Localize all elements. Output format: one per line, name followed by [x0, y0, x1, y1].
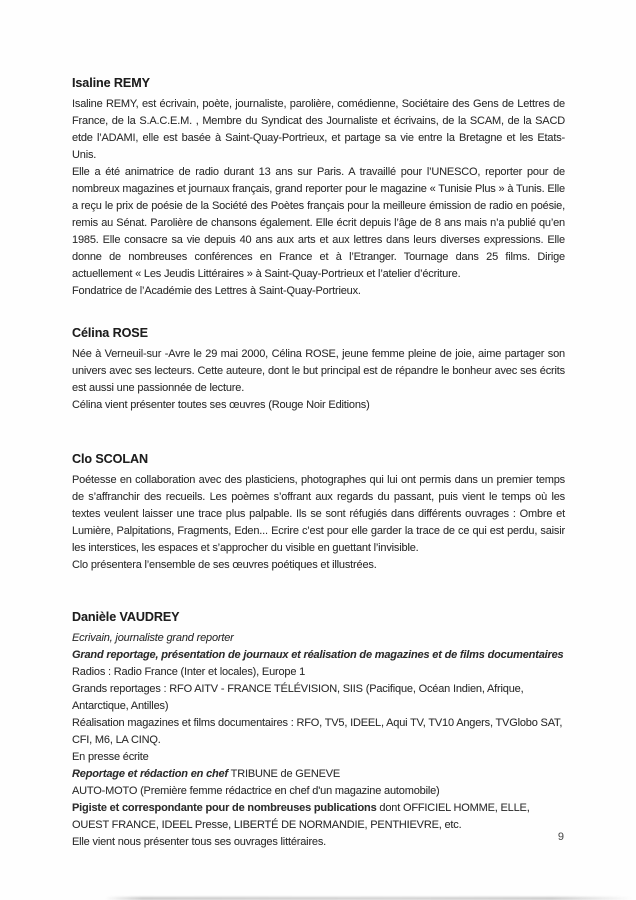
section-heading-celina-rose: Célina ROSE [72, 326, 148, 340]
paragraph [72, 715, 565, 749]
text-run: Clo présentera l’ensemble de ses œuvres poétiques et illustrées. [72, 559, 377, 571]
paragraph [72, 783, 565, 800]
text-run: Fondatrice de l’Académie des Lettres à Saint-Quay-Portrieux. [72, 285, 361, 297]
paragraph [72, 766, 565, 783]
paragraph [72, 283, 565, 300]
text-run: Radios : Radio France (Inter et locales), Europe 1 [72, 666, 306, 678]
paragraph [72, 164, 565, 283]
section-heading-daniele-vaudrey: Danièle VAUDREY [72, 610, 180, 624]
text-run: Grand reportage, présentation de journaux et réalisation de magazines et de films documentaires [72, 649, 564, 661]
text-run: Isaline REMY, est écrivain, poète, journaliste, parolière, comédienne, Sociétaire des Gens de Lettres de France, de la S.A.C.E.M. , Membre du Syndicat des Journaliste et écrivains, de la SCAM, de la SACD etde l’ADAMI, elle est basée à Saint-Quay-Portrieux, et partage sa vie entre la Bretagne et les Etats-Unis. [72, 98, 565, 161]
text-run: AUTO-MOTO (Première femme rédactrice en chef d'un magazine automobile) [72, 785, 440, 797]
paragraph [72, 749, 565, 766]
paragraph [72, 800, 565, 834]
text-run: Grands reportages : RFO AITV - FRANCE TÉLÉVISION, SIIS (Pacifique, Océan Indien, Afrique, Antarctique, Antilles) [72, 683, 524, 712]
paragraph [72, 630, 565, 647]
text-run: En presse écrite [72, 751, 149, 763]
text-run: Reportage et rédaction en chef [72, 768, 228, 780]
text-run: Elle vient nous présenter tous ses ouvrages littéraires. [72, 836, 327, 848]
section-heading-clo-scolan: Clo SCOLAN [72, 452, 148, 466]
text-run: Pigiste et correspondante pour de nombreuses publications [72, 802, 377, 814]
paragraph [72, 647, 565, 664]
text-run: TRIBUNE de GENEVE [227, 768, 341, 780]
paragraph [72, 472, 565, 557]
bio-sections [72, 76, 565, 851]
section-isaline-remy [72, 76, 565, 300]
paragraph [72, 346, 565, 397]
text-run: Célina vient présenter toutes ses œuvres (Rouge Noir Editions) [72, 399, 370, 411]
paragraph [72, 557, 565, 574]
text-run: Réalisation magazines et films documentaires : RFO, TV5, IDEEL, Aqui TV, TV10 Angers, TVGlobo SAT, CFI, M6, LA CINQ. [72, 717, 563, 746]
section-heading-isaline-remy: Isaline REMY [72, 76, 150, 90]
section-celina-rose [72, 326, 565, 414]
paragraph [72, 834, 565, 851]
paragraph [72, 681, 565, 715]
paragraph [72, 96, 565, 164]
text-run: Ecrivain, journaliste grand reporter [72, 632, 234, 644]
section-clo-scolan [72, 452, 565, 574]
page-number: 9 [557, 831, 564, 843]
text-run: dont OFFICIEL HOMME, ELLE, OUEST FRANCE, IDEEL Presse, LIBERTÉ DE NORMANDIE, PENTHIEVRE, etc. [72, 802, 530, 831]
paragraph [72, 664, 565, 681]
text-run: Poétesse en collaboration avec des plasticiens, photographes qui lui ont permis dans un premier temps de s’affranchir des recueils. Les poèmes s’offrant aux regards du passant, puis vient le temps où les textes veulent laisser une trace plus palpable. Ils se sont réfugiés dans différents ouvrages : Ombre et Lumière, Palpitations, Fragments, Eden... Ecrire c’est pour elle garder la trace de ce qui est perdu, saisir les interstices, les espaces et s’approcher du visible en guettant l’invisible. [72, 474, 565, 554]
text-run: Elle a été animatrice de radio durant 13 ans sur Paris. A travaillé pour l’UNESCO, reporter pour de nombreux magazines et journaux français, grand reporter pour le magazine « Tunisie Plus » à Tunis. Elle a reçu le prix de poésie de la Société des Poètes français pour la meilleure émission de radio en poésie, remis au Sénat. Parolière de chansons également. Elle écrit depuis l’âge de 8 ans mais n’a publié qu’en 1985. Elle consacre sa vie depuis 40 ans aux arts et aux lettres dans leurs diverses expressions. Elle donne de nombreuses conférences en France et à l’Etranger. Tournage dans 25 films. Dirige actuellement « Les Jeudis Littéraires » à Saint-Quay-Portrieux et l’atelier d’écriture. [72, 166, 565, 280]
paragraph [72, 397, 565, 414]
text-run: Née à Verneuil-sur -Avre le 29 mai 2000, Célina ROSE, jeune femme pleine de joie, aime partager son univers avec ses lecteurs. Cette auteure, dont le but principal est de répandre le bonheur avec ses écrits est aussi une passionnée de lecture. [72, 348, 565, 394]
section-daniele-vaudrey [72, 610, 565, 851]
